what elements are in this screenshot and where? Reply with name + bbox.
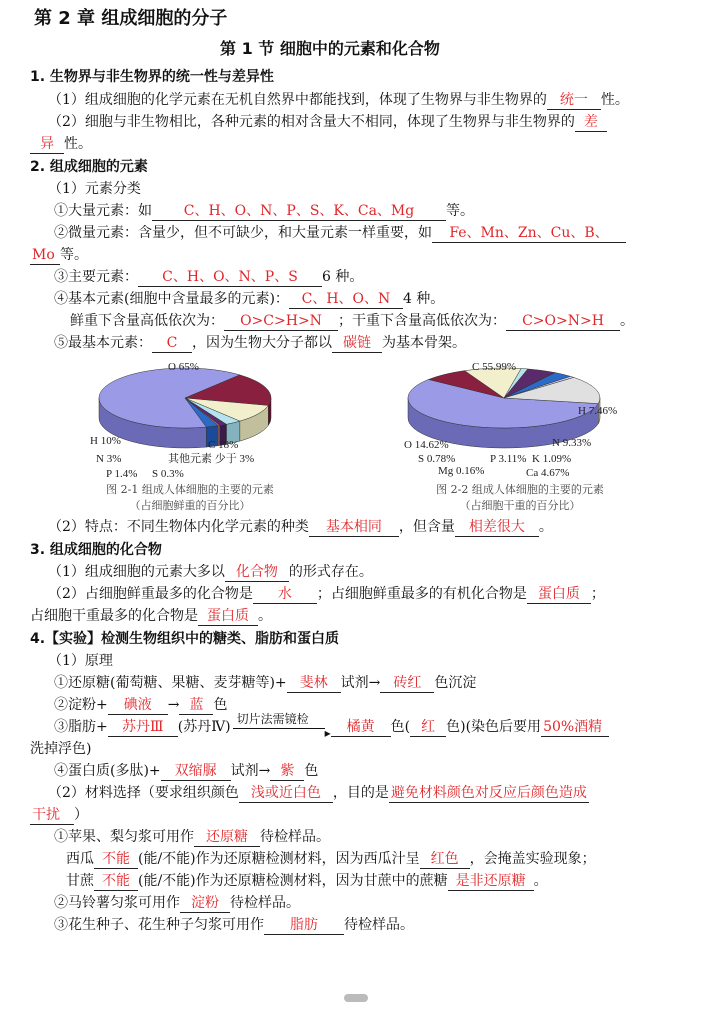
basic-elements-line	[54, 288, 444, 310]
text: →	[167, 697, 180, 713]
answer: O>C>H>N	[224, 312, 338, 331]
text: 性。	[64, 136, 92, 152]
chart1-title: 图 2-1 组成人体细胞的主要的元素	[106, 483, 274, 496]
pie-label: C 18%	[208, 439, 239, 451]
answer: 蛋白质	[198, 607, 258, 626]
heading-2: 2. 组成细胞的元素	[30, 159, 148, 175]
text: 。	[538, 519, 553, 535]
text: 色	[304, 763, 319, 779]
text: 。	[258, 608, 272, 624]
answer: C、H、O、N、P、S、K、Ca、Mg	[152, 202, 446, 221]
text: ，目的是	[332, 785, 389, 801]
text: ③主要元素：	[54, 269, 138, 285]
reaction-fat-tail: 洗掉浮色)	[30, 741, 92, 757]
text: 6 种。	[322, 269, 364, 285]
text: 试剂→	[230, 763, 271, 779]
text: 。	[533, 873, 548, 889]
text: ）	[74, 807, 88, 823]
answer: 淀粉	[180, 894, 230, 913]
chart2-caption	[400, 482, 640, 514]
arrow-head-icon: ▸	[324, 726, 331, 740]
pie-label: N 3%	[96, 453, 122, 465]
micro-elements-line	[54, 222, 626, 244]
pie-label: K 1.09%	[532, 453, 572, 465]
heading-1: 1. 生物界与非生物界的统一性与差异性	[30, 69, 274, 85]
text: 鲜重下含量高低依次为：	[70, 313, 224, 329]
text: ①大量元素：如	[54, 203, 152, 219]
s3-line2	[48, 583, 605, 605]
chart2-title: 图 2-2 组成人体细胞的主要的元素	[436, 483, 604, 496]
text: 色(	[390, 719, 411, 735]
text: ①还原糖(葡萄糖、果糖、麦芽糖等)+	[54, 675, 287, 691]
pie-label: Ca 4.67%	[526, 467, 570, 479]
answer: 碘液	[108, 696, 168, 715]
s1-line2	[48, 111, 607, 133]
answer: 浅或近白色	[239, 784, 333, 803]
pie-label: P 3.11%	[490, 453, 527, 465]
macro-elements-line	[54, 200, 474, 222]
peanut-line	[54, 914, 414, 936]
reaction-fat	[54, 712, 609, 740]
s2-sub1: （1）元素分类	[48, 181, 141, 197]
reaction-reducing-sugar	[54, 672, 476, 694]
answer: Fe、Mn、Zn、Cu、B、	[432, 224, 626, 243]
text: ②淀粉+	[54, 697, 108, 713]
answer: 不能	[94, 872, 138, 891]
chart2-subtitle: （占细胞干重的百分比）	[459, 499, 581, 512]
answer: C、H、O、N	[289, 290, 403, 309]
order-line	[70, 310, 634, 332]
text: （2）材料选择（要求组织颜色	[48, 785, 239, 801]
text: （2）特点：不同生物体内化学元素的种类	[48, 519, 309, 535]
answer: 蛋白质	[527, 585, 591, 604]
material-selection-2	[30, 804, 88, 826]
page-marker	[344, 994, 368, 1002]
apple-pear-line	[54, 826, 330, 848]
text: （2）细胞与非生物相比，各种元素的相对含量大不相同，体现了生物界与非生物界的	[48, 114, 575, 130]
text: ②马铃薯匀浆可用作	[54, 895, 180, 911]
answer: C	[152, 334, 192, 353]
pie-label: 其他元素 少于 3%	[168, 453, 255, 465]
pie-label: S 0.78%	[418, 453, 456, 465]
text: (苏丹Ⅳ)	[177, 719, 231, 735]
answer: 是非还原糖	[448, 872, 534, 891]
text: 待检样品。	[230, 895, 300, 911]
text: ，但含量	[398, 519, 455, 535]
arrow-with-note	[231, 712, 331, 740]
s3-line3	[30, 605, 272, 627]
text: ⑤最基本元素：	[54, 335, 152, 351]
text: 。	[620, 313, 634, 329]
text: ；	[590, 586, 605, 602]
sugarcane-line	[66, 870, 548, 892]
text: ；占细胞鲜重最多的有机化合物是	[316, 586, 527, 602]
heading-3: 3. 组成细胞的化合物	[30, 542, 162, 558]
text: 待检样品。	[344, 917, 414, 933]
pie-label: O 14.62%	[404, 439, 449, 451]
text: ③脂肪+	[54, 719, 108, 735]
text: 待检样品。	[260, 829, 330, 845]
answer: 脂肪	[264, 916, 344, 935]
section-title: 第 1 节 细胞中的元素和化合物	[220, 39, 440, 58]
chart1-subtitle: （占细胞鲜重的百分比）	[129, 499, 251, 512]
pie-label: P 1.4%	[106, 468, 138, 480]
text: ④基本元素(细胞中含量最多的元素)：	[54, 291, 289, 307]
text: （1）组成细胞的元素大多以	[48, 564, 225, 580]
answer: 水	[253, 585, 317, 604]
s1-line3	[30, 133, 92, 155]
text: 占细胞干重最多的化合物是	[30, 608, 198, 624]
pie-label: H 7.46%	[578, 405, 618, 417]
text: ；干重下含量高低依次为：	[338, 313, 506, 329]
answer: 紫	[270, 762, 304, 781]
answer: 还原糖	[194, 828, 260, 847]
micro-elements-line2	[30, 244, 88, 266]
reaction-protein	[54, 760, 318, 782]
text: ①苹果、梨匀浆可用作	[54, 829, 194, 845]
answer: 相差很大	[455, 518, 539, 537]
text: 的形式存在。	[288, 564, 373, 580]
answer: 碳链	[332, 334, 382, 353]
text: ，因为生物大分子都以	[192, 335, 332, 351]
pie-label: H 10%	[90, 435, 121, 447]
text: （2）占细胞鲜重最多的化合物是	[48, 586, 253, 602]
text: 性。	[600, 92, 629, 108]
text: 色	[213, 697, 228, 713]
text: ③花生种子、花生种子匀浆可用作	[54, 917, 264, 933]
heading-4: 4.【实验】检测生物组织中的糖类、脂肪和蛋白质	[30, 631, 340, 647]
text: 色沉淀	[434, 675, 477, 691]
s4-sub1: （1）原理	[48, 653, 113, 669]
most-basic-line	[54, 332, 466, 354]
text: (能/不能)作为还原糖检测材料，因为西瓜汁呈	[138, 851, 420, 867]
answer: C>O>N>H	[506, 312, 620, 331]
answer: 砖红	[380, 674, 434, 693]
text: （1）组成细胞的化学元素在无机自然界中都能找到，体现了生物界与非生物界的	[48, 92, 547, 108]
pie-chart-fresh-weight	[80, 356, 290, 486]
watermelon-line	[66, 848, 596, 870]
text: ，会掩盖实验现象；	[469, 851, 596, 867]
text: 西瓜	[66, 851, 94, 867]
text: 甘蔗	[66, 873, 94, 889]
pie-label: S 0.3%	[152, 468, 184, 480]
text: 4 种。	[402, 291, 445, 307]
text: 等。	[60, 247, 88, 263]
answer: Mo	[30, 246, 60, 265]
answer: 橘黄	[331, 718, 391, 737]
pie-label: N 9.33%	[552, 437, 592, 449]
pie-label: Mg 0.16%	[438, 465, 485, 477]
s1-line1	[48, 89, 629, 111]
answer: 斐林	[287, 674, 341, 693]
answer: 红	[410, 718, 446, 737]
main-elements-line	[54, 266, 363, 288]
text: 色)(染色后要用	[446, 719, 542, 735]
text: (能/不能)作为还原糖检测材料，因为甘蔗中的蔗糖	[138, 873, 448, 889]
answer: 50%酒精	[541, 718, 609, 737]
reaction-starch	[54, 694, 227, 716]
chapter-title: 第 2 章 组成细胞的分子	[34, 8, 228, 29]
s3-line1	[48, 561, 373, 583]
answer: 统一	[547, 91, 601, 110]
pie-label: O 65%	[168, 361, 199, 373]
chart1-caption	[70, 482, 310, 514]
feature-line	[48, 516, 553, 538]
pie-chart-dry-weight	[394, 356, 654, 486]
answer: 不能	[94, 850, 138, 869]
text: 为基本骨架。	[382, 335, 466, 351]
answer: 双缩脲	[161, 762, 231, 781]
answer: C、H、O、N、P、S	[138, 268, 322, 287]
potato-line	[54, 892, 300, 914]
answer: 差	[575, 113, 607, 132]
answer: 苏丹Ⅲ	[108, 718, 178, 737]
answer: 异	[30, 135, 64, 154]
material-selection	[48, 782, 589, 804]
answer: 避免材料颜色对反应后颜色造成	[390, 785, 587, 801]
answer: 基本相同	[309, 518, 399, 537]
answer: 红色	[420, 850, 470, 869]
answer: 蓝	[179, 696, 213, 715]
answer: 化合物	[225, 563, 289, 582]
text: ②微量元素：含量少，但不可缺少，和大量元素一样重要，如	[54, 225, 432, 241]
text: 等。	[446, 203, 474, 219]
arrow-line	[233, 728, 325, 729]
text: 试剂→	[340, 675, 381, 691]
arrow-note: 切片法需镜检	[236, 712, 309, 726]
answer: 干扰	[30, 806, 74, 825]
pie-label: C 55.99%	[472, 361, 516, 373]
text: ④蛋白质(多肽)+	[54, 763, 161, 779]
